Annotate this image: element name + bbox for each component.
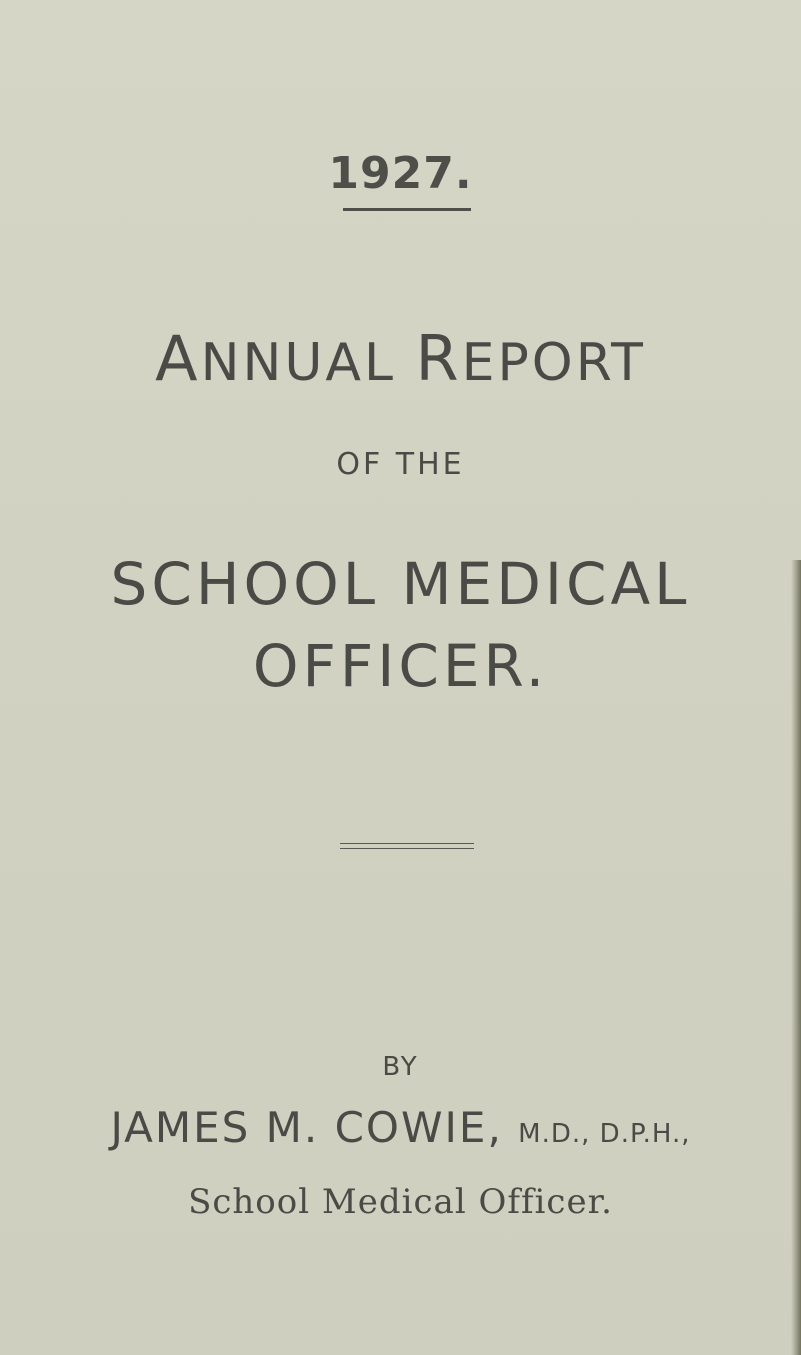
subject-line-1: SCHOOL MEDICAL [110, 550, 691, 618]
report-title [0, 322, 801, 395]
author-role: School Medical Officer. [188, 1182, 613, 1222]
title-second-initial: R [415, 322, 462, 395]
subject-line-2: OFFICER. [252, 632, 549, 700]
year-underline [343, 208, 471, 211]
author-name: JAMES M. COWIE, [110, 1103, 519, 1152]
by-label: BY [382, 1052, 419, 1082]
author-line [0, 1103, 801, 1152]
report-year: 1927. [328, 148, 473, 199]
author-qualifications: M.D., D.P.H., [518, 1119, 691, 1149]
title-first-initial: A [155, 322, 201, 395]
of-the-label: OF THE [336, 447, 465, 482]
title-first-word-rest: NNUAL [200, 333, 416, 393]
title-second-word-rest: EPORT [461, 333, 646, 393]
double-rule-divider [340, 843, 474, 849]
